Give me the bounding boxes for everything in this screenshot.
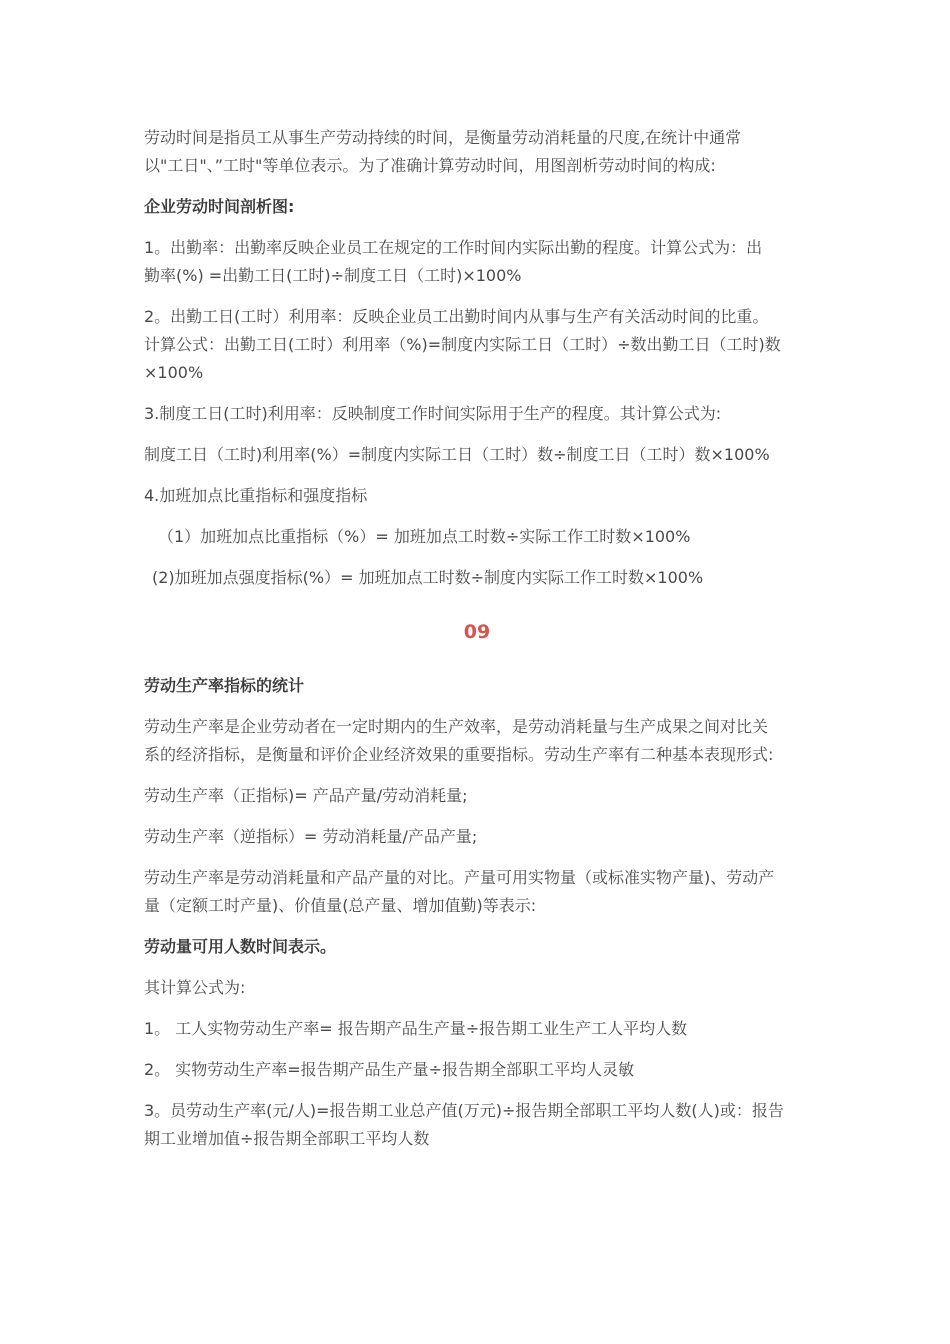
calc-worker-productivity: 1。 工人实物劳动生产率= 报告期产品生产量÷报告期工业生产工人平均人数 (144, 1019, 688, 1038)
item-attendance-rate (144, 234, 810, 290)
calc3-line-1: 3。员劳动生产率(元/人)=报告期工业总产值(万元)÷报告期全部职工平均人数(人)或：报告 (144, 1101, 784, 1120)
heading-labor-quantity: 劳动量可用人数时间表示。 (144, 937, 337, 956)
intro-line-2: 以"工日"、”工时"等单位表示。为了准确计算劳动时间，用图剖析劳动时间的构成: (144, 156, 716, 175)
section-number: 09 (463, 621, 491, 643)
para2-line-2: 量（定额工时产量)、价值量(总产量、增加值勤)等表示: (144, 896, 537, 915)
formula-negative-indicator: 劳动生产率（逆指标）= 劳动消耗量/产品产量; (144, 827, 478, 846)
productivity-definition (144, 713, 810, 769)
para1-line-2: 系的经济指标，是衡量和评价企业经济效果的重要指标。劳动生产率有二种基本表现形式: (144, 745, 774, 764)
productivity-comparison (144, 864, 810, 920)
item2-line-3: ×100% (144, 363, 204, 382)
item-system-utilization: 3.制度工日(工时)利用率：反映制度工作时间实际用于生产的程度。其计算公式为: (144, 404, 722, 423)
heading-productivity-statistics: 劳动生产率指标的统计 (144, 676, 305, 695)
intro-paragraph (144, 124, 810, 180)
calc-staff-productivity (144, 1097, 810, 1153)
formula-positive-indicator: 劳动生产率（正指标)= 产品产量/劳动消耗量; (144, 786, 468, 805)
document-body (144, 124, 810, 1166)
item1-line-1: 1。出勤率：出勤率反映企业员工在规定的工作时间内实际出勤的程度。计算公式为：出 (144, 238, 763, 257)
item2-line-2: 计算公式：出勤工日(工时）利用率（%)=制度内实际工日（工时）÷数出勤工日（工时)数 (144, 335, 781, 354)
intro-line-1: 劳动时间是指员工从事生产劳动持续的时间，是衡量劳动消耗量的尺度,在统计中通常 (144, 128, 742, 147)
para1-line-1: 劳动生产率是企业劳动者在一定时期内的生产效率，是劳动消耗量与生产成果之间对比关 (144, 717, 769, 736)
para2-line-1: 劳动生产率是劳动消耗量和产品产量的对比。产量可用实物量（或标准实物产量)、劳动产 (144, 868, 775, 887)
calc-physical-productivity: 2。 实物劳动生产率=报告期产品生产量÷报告期全部职工平均人灵敏 (144, 1060, 635, 1079)
formula-overtime-proportion: （1）加班加点比重指标（%）= 加班加点工时数÷实际工作工时数×100% (158, 527, 691, 546)
heading-labor-time-chart: 企业劳动时间剖析图: (144, 197, 295, 216)
item1-line-2: 勤率(%) =出勤工日(工时)÷制度工日（工时)×100% (144, 266, 522, 285)
formula-overtime-intensity: (2)加班加点强度指标(%）= 加班加点工时数÷制度内实际工作工时数×100% (152, 568, 704, 587)
formula-system-utilization: 制度工日（工时)利用率(%）=制度内实际工日（工时）数÷制度工日（工时）数×100% (144, 445, 770, 464)
item2-line-1: 2。出勤工日(工时）利用率：反映企业员工出勤时间内从事与生产有关活动时间的比重。 (144, 307, 769, 326)
item-overtime-indicators: 4.加班加点比重指标和强度指标 (144, 486, 368, 505)
calc3-line-2: 期工业增加值÷报告期全部职工平均人数 (144, 1129, 430, 1148)
calc-intro: 其计算公式为: (144, 978, 246, 997)
item-attendance-utilization (144, 303, 810, 387)
